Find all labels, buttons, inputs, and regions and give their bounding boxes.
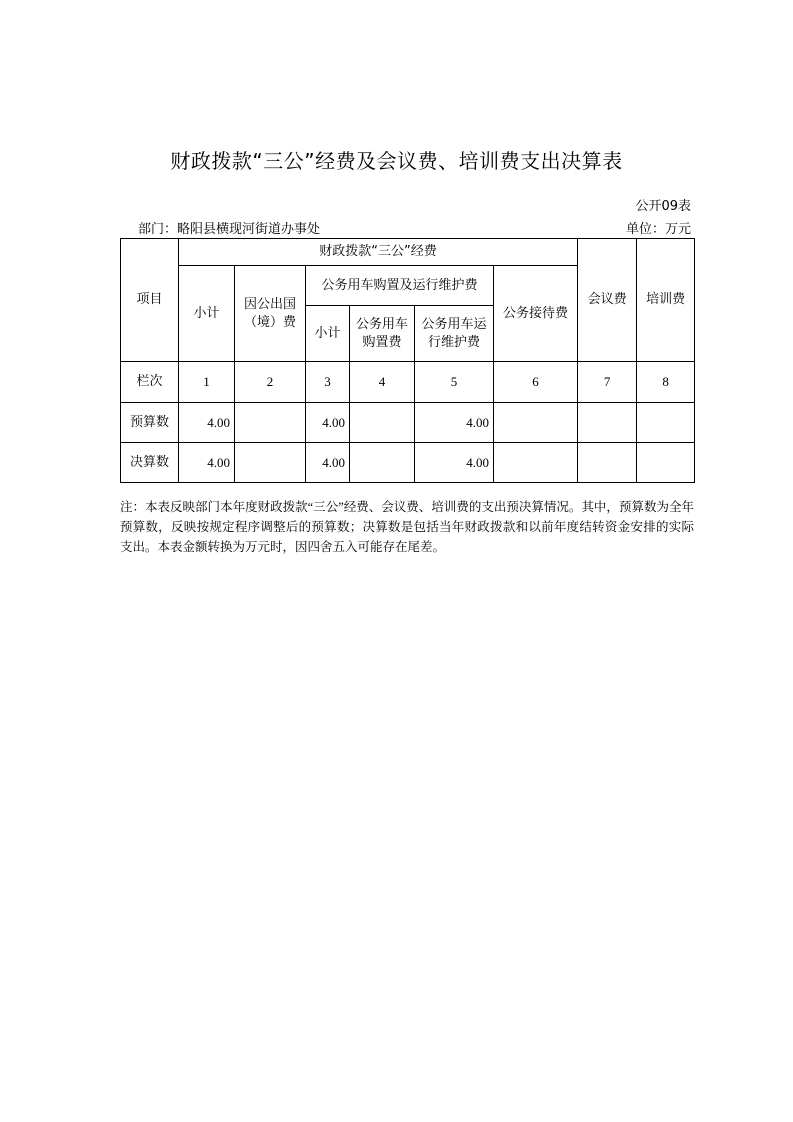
table-code: 公开09表	[635, 199, 691, 214]
table-cell: 4.00	[415, 443, 494, 483]
unit-label: 单位：万元	[625, 222, 691, 237]
table-cell	[637, 403, 695, 443]
expenditure-table	[120, 238, 695, 483]
table-cell: 4.00	[415, 403, 494, 443]
table-row	[121, 403, 695, 443]
table-cell	[578, 443, 637, 483]
header-item: 项目	[121, 239, 179, 362]
row-label: 决算数	[121, 443, 179, 483]
page-title: 财政拨款“三公”经费及会议费、培训费支出决算表	[170, 149, 623, 173]
header-row-1	[121, 239, 695, 266]
footnote: 注：本表反映部门本年度财政拨款“三公”经费、会议费、培训费的支出预决算情况。其中，预算数为全年预算数，反映按规定程序调整后的预算数；决算数是包括当年财政拨款和以前年度结转资金安排的实际支出。本表金额转换为万元时，因四舍五入可能存在尾差。	[120, 500, 694, 554]
table-cell: 4	[350, 362, 415, 403]
header-reception: 公务接待费	[494, 266, 578, 362]
header-subtotal: 小计	[179, 266, 235, 362]
table-cell: 8	[637, 362, 695, 403]
header-three-public: 财政拨款“三公”经费	[179, 239, 578, 266]
department-label: 部门：略阳县横现河街道办事处	[138, 222, 321, 237]
row-label: 栏次	[121, 362, 179, 403]
table-cell: 7	[578, 362, 637, 403]
header-overseas: 因公出国（境）费	[235, 266, 306, 362]
table-cell	[494, 443, 578, 483]
table-cell: 2	[235, 362, 306, 403]
table-cell	[350, 443, 415, 483]
row-label: 预算数	[121, 403, 179, 443]
header-vehicle-operation: 公务用车运行维护费	[415, 306, 494, 362]
table-cell: 1	[179, 362, 235, 403]
header-training: 培训费	[637, 239, 695, 362]
table-cell	[235, 443, 306, 483]
table-cell: 3	[306, 362, 350, 403]
table-cell: 4.00	[306, 403, 350, 443]
table-cell	[494, 403, 578, 443]
table-cell: 6	[494, 362, 578, 403]
table-cell: 4.00	[306, 443, 350, 483]
table-row	[121, 443, 695, 483]
header-meeting: 会议费	[578, 239, 637, 362]
table-cell: 5	[415, 362, 494, 403]
table-cell: 4.00	[179, 443, 235, 483]
table-cell	[235, 403, 306, 443]
table-row	[121, 362, 695, 403]
table-cell	[637, 443, 695, 483]
table-cell	[350, 403, 415, 443]
header-vehicle-purchase: 公务用车购置费	[350, 306, 415, 362]
header-vehicle: 公务用车购置及运行维护费	[306, 266, 494, 306]
table-cell: 4.00	[179, 403, 235, 443]
table-cell	[578, 403, 637, 443]
header-vehicle-subtotal: 小计	[306, 306, 350, 362]
